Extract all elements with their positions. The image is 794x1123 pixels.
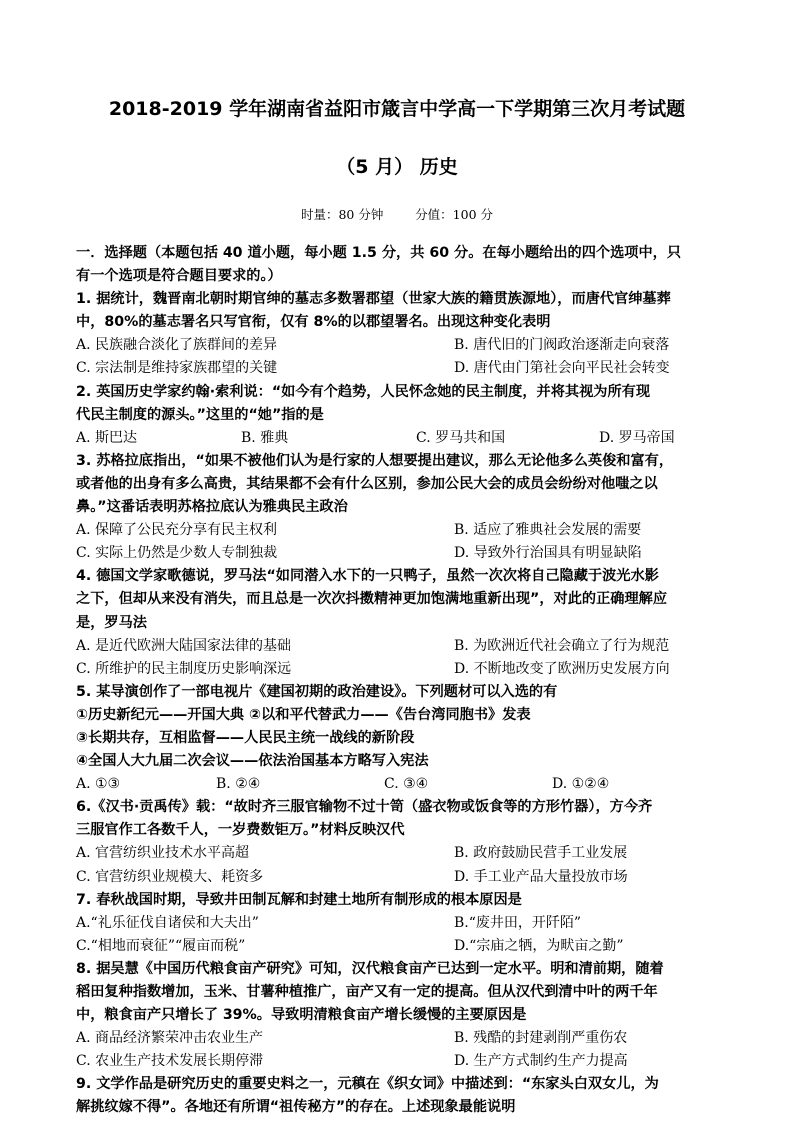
question-5-stem: ④全国人大九届二次会议——依法治国基本方略写入宪法 xyxy=(76,753,429,770)
question-4-stem: 4. 德国文学家歌德说，罗马法“如同潜入水下的一只鸭子，虽然一次次将自己隐藏于波光水影 xyxy=(76,568,659,585)
exam-score: 分值：100 分 xyxy=(415,207,494,222)
option-b: B. 唐代旧的门阀政治逐渐走向衰落 xyxy=(454,337,670,354)
question-5-stem: ①历史新纪元——开国大典 ②以和平代替武力——《告台湾同胞书》发表 xyxy=(76,706,531,723)
option-c: C. 农业生产技术发展长期停滞 xyxy=(76,1053,264,1070)
option-d: D. ①②④ xyxy=(552,776,610,793)
option-c: C.“相地而衰征”“履亩而税” xyxy=(76,937,246,954)
question-4-stem: 是，罗马法 xyxy=(76,614,147,631)
option-b: B. ②④ xyxy=(216,776,261,793)
option-c: C. 官营纺织业规模大、耗资多 xyxy=(76,868,264,885)
option-b: B. 适应了雅典社会发展的需要 xyxy=(454,522,642,539)
question-5-stem: 5. 某导演创作了一部电视片《建国初期的政治建设》。下列题材可以入选的有 xyxy=(76,683,558,700)
question-8-stem: 中，粮食亩产只增长了 39%。导致明清粮食亩产增长缓慢的主要原因是 xyxy=(76,1007,527,1024)
option-a: A. 商品经济繁荣冲击农业生产 xyxy=(76,1030,264,1047)
option-b: B. 残酷的封建剥削严重伤农 xyxy=(454,1030,628,1047)
exam-time: 时量：80 分钟 xyxy=(300,207,384,222)
option-d: D.“宗庙之牺，为畎亩之勤” xyxy=(454,937,624,954)
question-9-stem: 9. 文学作品是研究历史的重要史料之一，元稹在《织女词》中描述到：“东家头白双女儿，为 xyxy=(76,1076,659,1093)
question-6-options-row xyxy=(76,842,736,865)
question-1-options-row xyxy=(76,357,736,380)
question-6-stem: 6.《汉书·贡禹传》载：“故时齐三服官输物不过十笥（盛衣物或饭食等的方形竹器），方今齐 xyxy=(76,799,653,816)
question-7-options-row xyxy=(76,935,736,958)
option-b: B. 政府鼓励民营手工业发展 xyxy=(454,845,628,862)
option-a: A. 斯巴达 xyxy=(76,429,138,446)
question-5-stem: ③长期共存，互相监督——人民民主统一战线的新阶段 xyxy=(76,729,415,746)
option-d: D. 罗马帝国 xyxy=(599,429,675,446)
exam-body xyxy=(76,242,736,1120)
question-3-stem: 或者他的出身有多么高贵，其结果都不会有什么区别，参加公民大会的成员会纷纷对他嗤之以 xyxy=(76,475,658,492)
section-heading: 有一个选项是符合题目要求的。） xyxy=(76,268,282,285)
question-2-options-row xyxy=(76,427,736,450)
question-8-stem: 稻田复种指数增加，玉米、甘薯种植推广，亩产又有一定的提高。但从汉代到清中叶的两千年 xyxy=(76,984,658,1000)
question-4-stem: 之下，但却从来没有消失，而且总是一次次抖擞精神更加饱满地重新出现”，对此的正确理解应 xyxy=(76,591,668,608)
question-6-stem: 三服官作工各数千人，一岁费数钜万。”材料反映汉代 xyxy=(76,822,405,839)
section-heading: 一．选择题（本题包括 40 道小题，每小题 1.5 分，共 60 分。在每小题给出的四个选项中，只 xyxy=(76,245,682,261)
option-b: B.“废井田，开阡陌” xyxy=(454,914,582,931)
question-1-stem: 1. 据统计，魏晋南北朝时期官绅的墓志多数署郡望（世家大族的籍贯族源地），而唐代官绅墓葬 xyxy=(76,291,671,308)
option-c: C. 罗马共和国 xyxy=(416,429,506,446)
option-c: C. 所维护的民主制度历史影响深远 xyxy=(76,660,292,677)
question-2-stem: 2. 英国历史学家约翰·索利说：“如今有个趋势，人民怀念她的民主制度，并将其视为所有现 xyxy=(76,383,651,400)
question-3-options-row xyxy=(76,519,736,542)
question-8-stem: 8. 据吴慧《中国历代粮食亩产研究》可知，汉代粮食亩产已达到一定水平。明和清前期，随着 xyxy=(76,960,664,977)
option-a: A. ①③ xyxy=(76,776,121,793)
option-d: D. 导致外行治国具有明显缺陷 xyxy=(454,545,642,562)
option-d: D. 生产方式制约生产力提高 xyxy=(454,1053,628,1070)
option-a: A.“礼乐征伐自诸侯和大夫出” xyxy=(76,914,259,931)
option-c: C. 宗法制是维持家族郡望的关键 xyxy=(76,360,278,377)
option-a: A. 官营纺织业技术水平高超 xyxy=(76,845,250,862)
exam-title-line2: （5 月） 历史 xyxy=(336,156,458,178)
exam-meta xyxy=(0,205,794,223)
question-7-options-row xyxy=(76,912,736,935)
question-1-stem: 中，80%的墓志署名只写官衔，仅有 8%的以郡望署名。出现这种变化表明 xyxy=(76,314,551,331)
option-b: B. 为欧洲近代社会确立了行为规范 xyxy=(454,637,670,654)
option-a: A. 是近代欧洲大陆国家法律的基础 xyxy=(76,637,292,654)
question-3-stem: 鼻。”这番话表明苏格拉底认为雅典民主政治 xyxy=(76,499,348,516)
question-6-options-row xyxy=(76,866,736,889)
option-a: A. 保障了公民充分享有民主权利 xyxy=(76,522,278,539)
question-3-options-row xyxy=(76,542,736,565)
question-7-stem: 7. 春秋战国时期，导致井田制瓦解和封建土地所有制形成的根本原因是 xyxy=(76,891,522,908)
exam-title-line1: 2018-2019 学年湖南省益阳市箴言中学高一下学期第三次月考试题 xyxy=(108,98,686,120)
question-8-options-row xyxy=(76,1027,736,1050)
question-2-stem: 代民主制度的源头。”这里的“她”指的是 xyxy=(76,406,324,423)
option-d: D. 唐代由门第社会向平民社会转变 xyxy=(454,360,670,377)
question-9-stem: 解挑纹嫁不得”。各地还有所谓“祖传秘方”的存在。上述现象最能说明 xyxy=(76,1099,516,1116)
question-4-options-row xyxy=(76,658,736,681)
question-3-stem: 3. 苏格拉底指出，“如果不被他们认为是行家的人想要提出建议，那么无论他多么英俊和富有， xyxy=(76,452,674,469)
option-b: B. 雅典 xyxy=(241,429,289,446)
question-5-options-row xyxy=(76,773,736,796)
option-c: C. 实际上仍然是少数人专制独裁 xyxy=(76,545,278,562)
question-4-options-row xyxy=(76,635,736,658)
option-c: C. ③④ xyxy=(384,776,429,793)
option-d: D. 不断地改变了欧洲历史发展方向 xyxy=(454,660,670,677)
option-d: D. 手工业产品大量投放市场 xyxy=(454,868,628,885)
question-1-options-row xyxy=(76,334,736,357)
question-8-options-row xyxy=(76,1050,736,1073)
option-a: A. 民族融合淡化了族群间的差异 xyxy=(76,337,278,354)
